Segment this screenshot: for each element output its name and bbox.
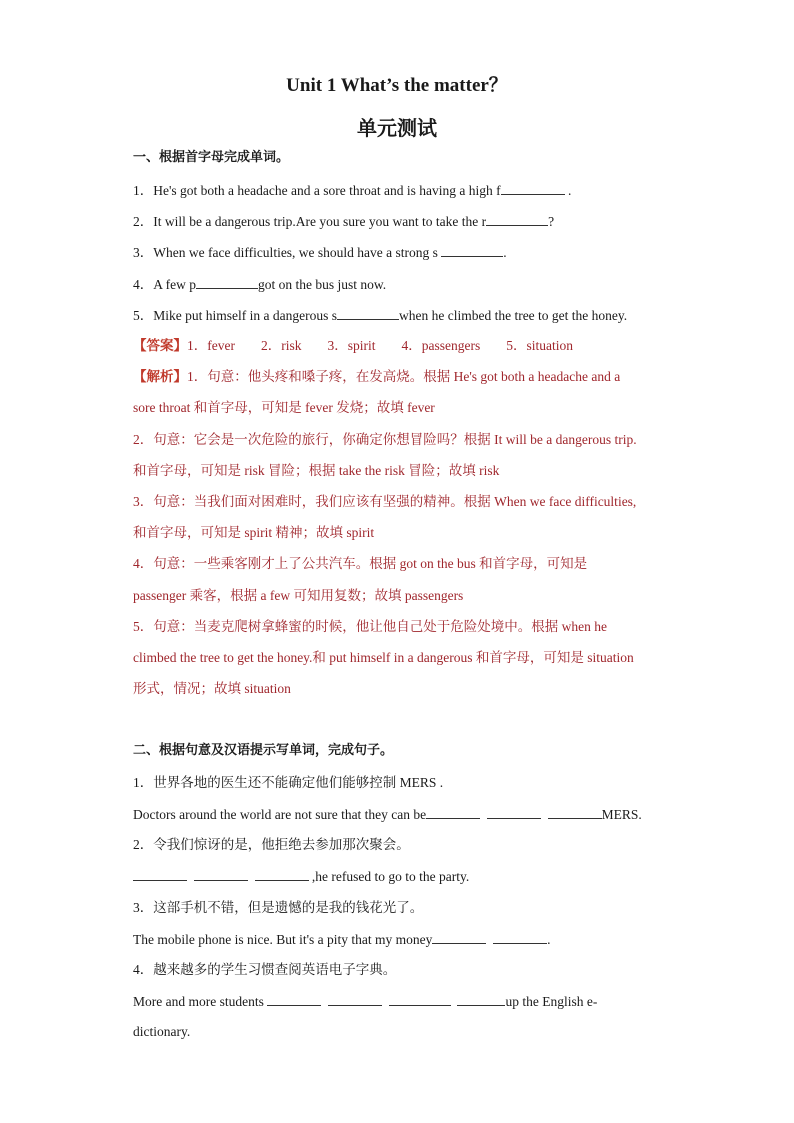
question-number: 3．: [133, 245, 154, 260]
answer-blank[interactable]: [548, 804, 602, 819]
answer-blank[interactable]: [493, 929, 547, 944]
question-en-cont: dictionary.: [133, 1024, 191, 1039]
question-text-end: MERS.: [601, 807, 642, 822]
answer-blank[interactable]: [432, 929, 486, 944]
question-text-end: ?: [548, 214, 555, 229]
question-number: 4．: [133, 277, 154, 292]
answer-blank[interactable]: [486, 211, 548, 226]
question-text-end: up the English e-: [505, 994, 598, 1009]
question-text: It will be a dangerous trip.Are you sure you want to take the r: [153, 214, 487, 229]
answer-blank[interactable]: [196, 274, 258, 289]
answer-blank[interactable]: [133, 866, 187, 881]
question-text: When we face difficulties, we should have a strong s: [153, 245, 442, 260]
analysis-tag: 【解析】: [133, 369, 187, 384]
section2-heading: 二、根据句意及汉语提示写单词，完成句子。: [133, 743, 394, 758]
question-text-end: got on the bus just now.: [258, 277, 387, 292]
question-3: [133, 242, 693, 263]
question-cn: 2．令我们惊讶的是，他拒绝去参加那次聚会。: [133, 837, 410, 852]
question-text: A few p: [153, 277, 196, 292]
question-cn: 1．世界各地的医生还不能确定他们能够控制 MERS .: [133, 775, 444, 790]
answer-line: [133, 336, 693, 356]
question-text: Doctors around the world are not sure that they can be: [133, 807, 427, 822]
question-en: [133, 929, 693, 950]
analysis-line: 3．句意：当我们面对困难时，我们应该有坚强的精神。根据 When we face difficulties,: [133, 494, 637, 509]
analysis-line: 2．句意：它会是一次危险的旅行，你确定你想冒险吗？根据 It will be a dangerous trip.: [133, 432, 637, 447]
question-en: [133, 866, 693, 887]
question-2: [133, 211, 693, 232]
analysis-text: 1．句意：他头疼和嗓子疼，在发高烧。根据 He's got both a headache and a: [187, 369, 621, 384]
question-text-end: ,he refused to go to the party.: [308, 869, 470, 884]
answer-tag: 【答案】: [133, 338, 187, 353]
answer-blank[interactable]: [441, 242, 503, 257]
question-text-end: when he climbed the tree to get the honey.: [398, 308, 628, 323]
analysis-line: 形式，情况；故填 situation: [133, 681, 291, 696]
answer-item: 3．spirit: [327, 338, 376, 353]
answer-blank[interactable]: [426, 804, 480, 819]
question-number: 1．: [133, 183, 154, 198]
answer-item: 2．risk: [260, 338, 302, 353]
answer-blank[interactable]: [487, 804, 541, 819]
question-cn: 3．这部手机不错，但是遗憾的是我的钱花光了。: [133, 900, 424, 915]
question-text-end: .: [564, 183, 572, 198]
section1-heading: 一、根据首字母完成单词。: [133, 150, 290, 165]
analysis-line: passenger 乘客，根据 a few 可知用复数；故填 passengers: [133, 588, 464, 603]
question-5: [133, 305, 693, 326]
analysis-line: 和首字母，可知是 risk 冒险；根据 take the risk 冒险；故填 risk: [133, 463, 500, 478]
question-text: Mike put himself in a dangerous s: [153, 308, 337, 323]
question-en: [133, 804, 693, 825]
question-number: 2．: [133, 214, 154, 229]
answer-blank[interactable]: [501, 180, 565, 195]
answer-blank[interactable]: [255, 866, 309, 881]
question-text-end: .: [547, 932, 551, 947]
question-text-end: .: [503, 245, 507, 260]
question-1: [133, 180, 693, 201]
analysis-line: sore throat 和首字母，可知是 fever 发烧；故填 fever: [133, 400, 435, 415]
answer-blank[interactable]: [194, 866, 248, 881]
answer-item: 1．fever: [187, 338, 235, 353]
answer-blank[interactable]: [328, 991, 382, 1006]
page-subtitle: 单元测试: [357, 116, 437, 140]
analysis-line: 和首字母，可知是 spirit 精神；故填 spirit: [133, 525, 375, 540]
question-en: [133, 991, 693, 1012]
page-title: Unit 1 What’s the matter？: [286, 75, 508, 96]
answer-blank[interactable]: [457, 991, 505, 1006]
analysis-line: [133, 367, 693, 387]
answer-blank[interactable]: [267, 991, 321, 1006]
analysis-line: 5．句意：当麦克爬树拿蜂蜜的时候，他让他自己处于危险处境中。根据 when he: [133, 619, 607, 634]
question-text: He's got both a headache and a sore throat and is having a high f: [153, 183, 501, 198]
question-text: More and more students: [133, 994, 268, 1009]
question-text: The mobile phone is nice. But it's a pity that my money: [133, 932, 433, 947]
answer-item: 4．passengers: [401, 338, 481, 353]
answer-blank[interactable]: [337, 305, 399, 320]
answer-item: 5．situation: [506, 338, 573, 353]
question-number: 5．: [133, 308, 154, 323]
question-cn: 4．越来越多的学生习惯查阅英语电子字典。: [133, 962, 397, 977]
analysis-line: 4．句意：一些乘客刚才上了公共汽车。根据 got on the bus 和首字母，可知是: [133, 556, 588, 571]
analysis-line: climbed the tree to get the honey.和 put himself in a dangerous 和首字母，可知是 situation: [133, 650, 634, 665]
answer-blank[interactable]: [389, 991, 451, 1006]
question-4: [133, 274, 693, 295]
